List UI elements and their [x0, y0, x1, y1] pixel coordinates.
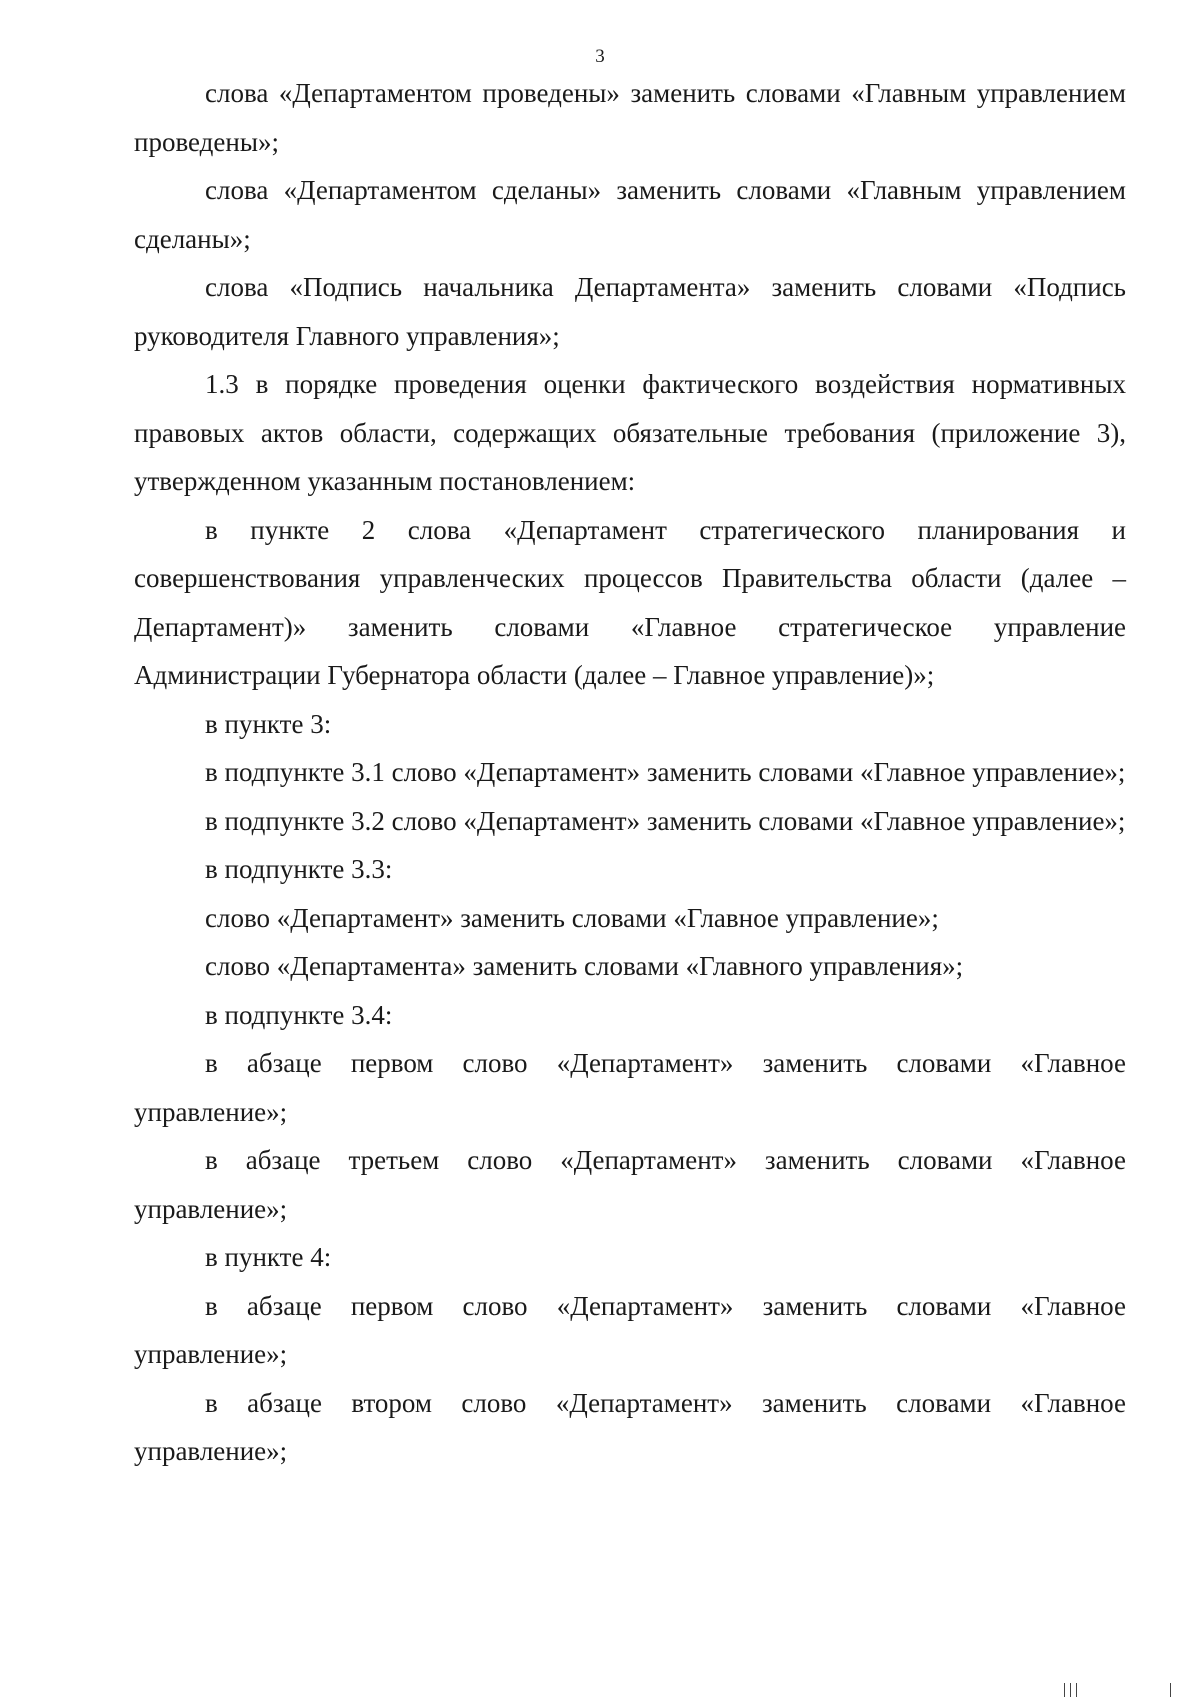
scan-artifact-mark [1076, 1683, 1077, 1697]
paragraph: в абзаце первом слово «Департамент» заменить словами «Главное управление»; [134, 1290, 1126, 1369]
scan-artifact-mark [1064, 1683, 1065, 1697]
paragraph: в подпункте 3.4: [205, 999, 393, 1030]
document-body [134, 69, 1126, 1476]
paragraph: в подпункте 3.3: [205, 854, 393, 884]
paragraph: слова «Департаментом проведены» заменить словами «Главным управлением проведены»; [134, 78, 1126, 157]
paragraph: в абзаце третьем слово «Департамент» заменить словами «Главное управление»; [134, 1145, 1126, 1224]
paragraph: в абзаце втором слово «Департамент» заменить словами «Главное управление»; [134, 1387, 1126, 1466]
paragraph: в пункте 3: [205, 708, 332, 739]
paragraph: в абзаце первом слово «Департамент» заменить словами «Главное управление»; [134, 1048, 1126, 1127]
scan-artifact-mark [1170, 1683, 1171, 1697]
paragraph: слова «Подпись начальника Департамента» заменить словами «Подпись руководителя Главного управления»; [134, 272, 1126, 351]
page-number: 3 [595, 46, 605, 67]
paragraph: слово «Департамент» заменить словами «Главное управление»; [205, 902, 939, 933]
paragraph: слова «Департаментом сделаны» заменить словами «Главным управлением сделаны»; [134, 175, 1126, 254]
paragraph: слово «Департамента» заменить словами «Главного управления»; [205, 951, 964, 981]
scan-artifact-mark [1070, 1683, 1071, 1697]
paragraph: в пункте 2 слова «Департамент стратегического планирования и совершенствования управленческих процессов Правительства области (далее – Департамент)» заменить словами «Главное стратегическое управление Администрации Губернатора области (далее – Главное управление)»; [134, 514, 1126, 690]
paragraph: в подпункте 3.2 слово «Департамент» заменить словами «Главное управление»; [205, 805, 1126, 836]
paragraph: 1.3 в порядке проведения оценки фактического воздействия нормативных правовых актов области, содержащих обязательные требования (приложение 3), утвержденном указанным постановлением: [134, 369, 1126, 496]
paragraph: в пункте 4: [205, 1242, 332, 1272]
paragraph: в подпункте 3.1 слово «Департамент» заменить словами «Главное управление»; [205, 757, 1126, 787]
